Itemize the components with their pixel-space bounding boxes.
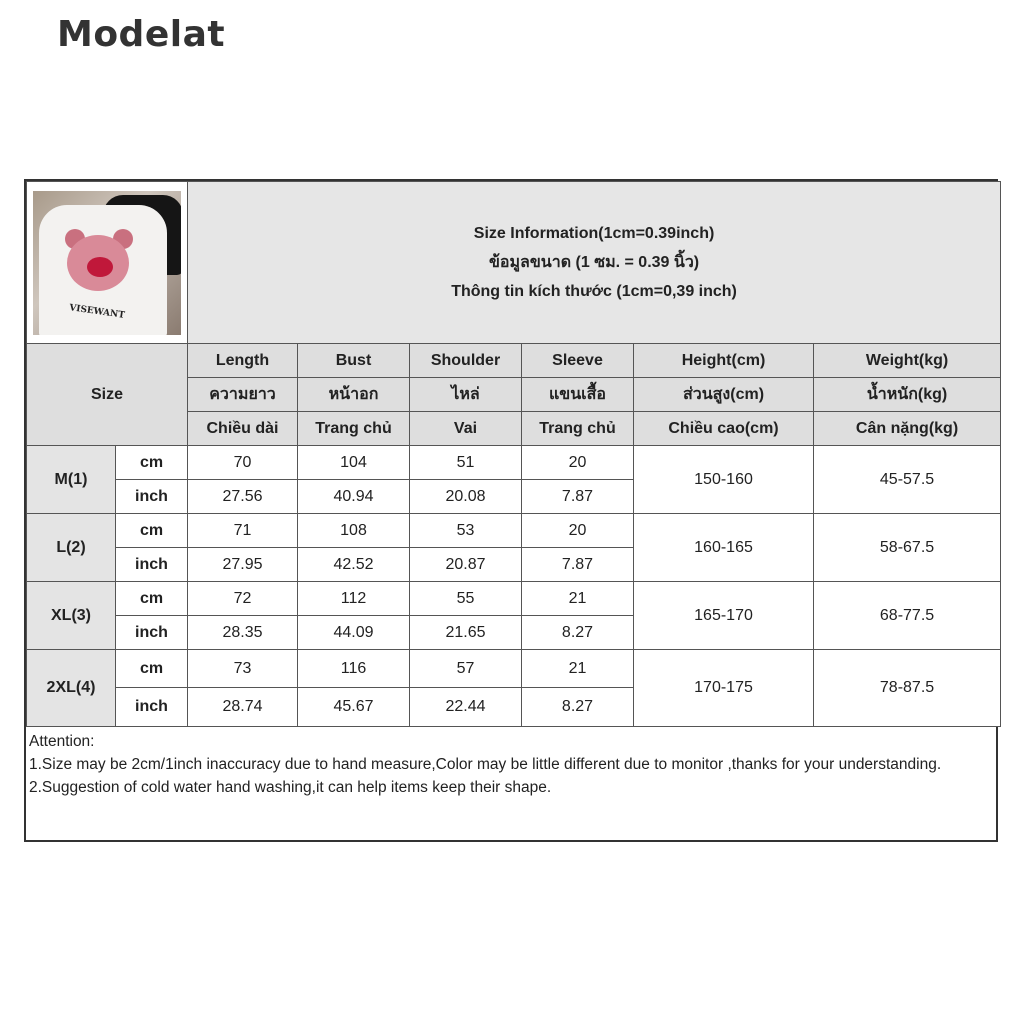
unit-inch: inch [116,616,188,650]
table-row [27,582,1001,616]
col-header-length-th: ความยาว [188,378,298,412]
value-cell: 22.44 [410,688,522,727]
col-header-height-th: ส่วนสูง(cm) [634,378,814,412]
size-label: 2XL(4) [27,650,116,727]
size-chart [24,179,998,842]
unit-cm: cm [116,446,188,480]
value-cell: 21.65 [410,616,522,650]
col-header-height-vi: Chiều cao(cm) [634,412,814,446]
col-header-weight-en: Weight(kg) [814,344,1001,378]
value-cell: 57 [410,650,522,688]
value-cell: 8.27 [522,688,634,727]
col-header-weight-th: น้ำหนัก(kg) [814,378,1001,412]
value-cell: 73 [188,650,298,688]
table-row [27,650,1001,688]
value-cell: 27.95 [188,548,298,582]
value-cell: 21 [522,582,634,616]
value-cell: 20 [522,514,634,548]
value-cell: 104 [298,446,410,480]
col-header-sleeve-vi: Trang chủ [522,412,634,446]
height-range: 160-165 [634,514,814,582]
value-cell: 112 [298,582,410,616]
unit-cm: cm [116,582,188,616]
col-header-shoulder-vi: Vai [410,412,522,446]
col-header-height-en: Height(cm) [634,344,814,378]
note-item: 1.Size may be 2cm/1inch inaccuracy due to hand measure,Color may be little different due to monitor ,thanks for your understanding. [29,756,942,773]
size-label: XL(3) [27,582,116,650]
value-cell: 21 [522,650,634,688]
col-header-length-en: Length [188,344,298,378]
value-cell: 20.87 [410,548,522,582]
value-cell: 28.74 [188,688,298,727]
weight-range: 58-67.5 [814,514,1001,582]
value-cell: 44.09 [298,616,410,650]
col-header-sleeve-th: แขนเสื้อ [522,378,634,412]
unit-inch: inch [116,548,188,582]
unit-inch: inch [116,688,188,727]
col-header-shoulder-th: ไหล่ [410,378,522,412]
size-info-header [188,182,1001,344]
attention-notes [29,730,989,799]
value-cell: 55 [410,582,522,616]
height-range: 150-160 [634,446,814,514]
value-cell: 71 [188,514,298,548]
size-label: M(1) [27,446,116,514]
weight-range: 45-57.5 [814,446,1001,514]
value-cell: 27.56 [188,480,298,514]
value-cell: 53 [410,514,522,548]
bear-nose-graphic [87,257,113,277]
weight-range: 78-87.5 [814,650,1001,727]
value-cell: 42.52 [298,548,410,582]
value-cell: 7.87 [522,480,634,514]
value-cell: 7.87 [522,548,634,582]
value-cell: 70 [188,446,298,480]
value-cell: 116 [298,650,410,688]
col-header-bust-vi: Trang chủ [298,412,410,446]
value-cell: 20.08 [410,480,522,514]
col-header-sleeve-en: Sleeve [522,344,634,378]
note-item: 2.Suggestion of cold water hand washing,it can help items keep their shape. [29,779,552,796]
product-photo-cell [27,182,188,344]
size-table [26,181,1001,727]
col-header-shoulder-en: Shoulder [410,344,522,378]
value-cell: 28.35 [188,616,298,650]
info-line-en: Size Information(1cm=0.39inch) [473,225,715,242]
unit-cm: cm [116,514,188,548]
info-line-vi: Thông tin kích thước (1cm=0,39 inch) [451,283,737,300]
weight-range: 68-77.5 [814,582,1001,650]
info-line-th: ข้อมูลขนาด (1 ซม. = 0.39 นิ้ว) [488,254,700,271]
shirt-print-text: VISEWANT [68,302,126,321]
brand-logo: Modelat [57,14,226,55]
value-cell: 40.94 [298,480,410,514]
height-range: 165-170 [634,582,814,650]
unit-cm: cm [116,650,188,688]
product-photo [33,191,181,335]
col-header-bust-th: หน้าอก [298,378,410,412]
value-cell: 51 [410,446,522,480]
col-header-length-vi: Chiều dài [188,412,298,446]
unit-inch: inch [116,480,188,514]
notes-heading: Attention: [29,733,95,750]
col-header-weight-vi: Cân nặng(kg) [814,412,1001,446]
table-row [27,514,1001,548]
value-cell: 20 [522,446,634,480]
value-cell: 45.67 [298,688,410,727]
height-range: 170-175 [634,650,814,727]
value-cell: 108 [298,514,410,548]
size-header: Size [27,344,188,446]
value-cell: 72 [188,582,298,616]
size-label: L(2) [27,514,116,582]
table-row [27,446,1001,480]
value-cell: 8.27 [522,616,634,650]
col-header-bust-en: Bust [298,344,410,378]
